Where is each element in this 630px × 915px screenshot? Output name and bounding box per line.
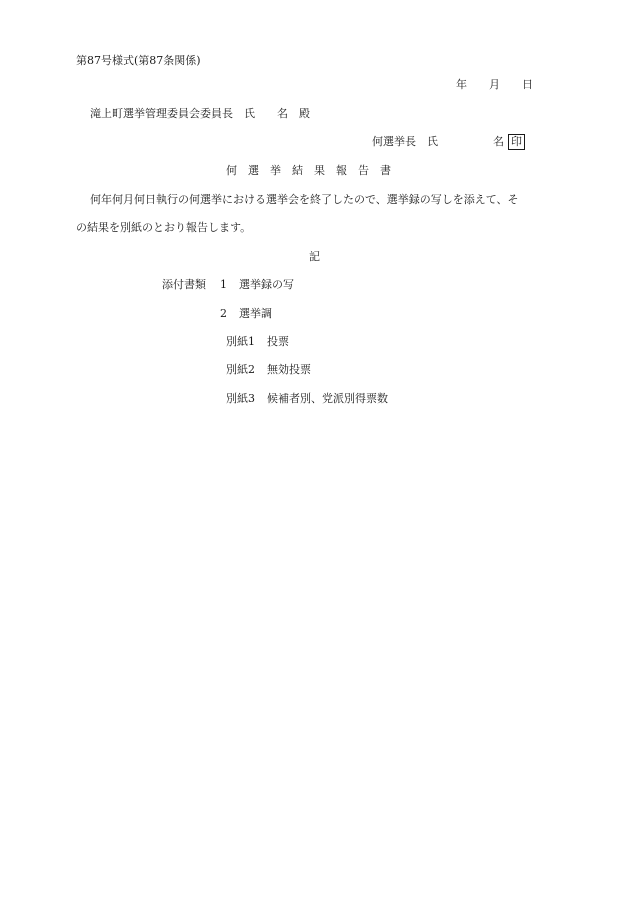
sub-item-text: 候補者別、党派別得票数: [267, 392, 388, 405]
attachment-item-text: 選挙録の写: [239, 278, 294, 291]
attachment-item: [220, 276, 294, 292]
addressee: 滝上町選挙管理委員会委員長 氏 名 殿: [90, 107, 310, 120]
attachment-item-text: 選挙調: [239, 307, 272, 320]
seal-mark: 印: [508, 134, 525, 150]
sub-item-number: 別紙2: [226, 363, 255, 376]
attachment-item-number: 2: [220, 307, 227, 320]
attachment-sub-item: [226, 390, 388, 406]
ki-heading: 記: [309, 250, 320, 263]
reporter-line: [372, 133, 525, 150]
sub-item-text: 投票: [267, 335, 289, 348]
attachment-item: [220, 305, 272, 321]
sub-item-text: 無効投票: [267, 363, 311, 376]
body-text-line-2: の結果を別紙のとおり報告します。: [76, 221, 252, 234]
sub-item-number: 別紙1: [226, 335, 255, 348]
date-line: 年 月 日: [456, 78, 533, 91]
document-title: 何 選 挙 結 果 報 告 書: [226, 164, 391, 177]
form-number: 第87号様式(第87条関係): [76, 54, 201, 67]
body-text-line-1: 何年何月何日執行の何選挙における選挙会を終了したので、選挙録の写しを添えて、そ: [90, 193, 519, 206]
attachment-sub-item: [226, 333, 289, 349]
reporter-label: 何選挙長 氏 名: [372, 135, 504, 148]
attachment-item-number: 1: [220, 278, 227, 291]
attachment-sub-item: [226, 361, 311, 377]
sub-item-number: 別紙3: [226, 392, 255, 405]
attachments-label: 添付書類: [162, 278, 206, 291]
